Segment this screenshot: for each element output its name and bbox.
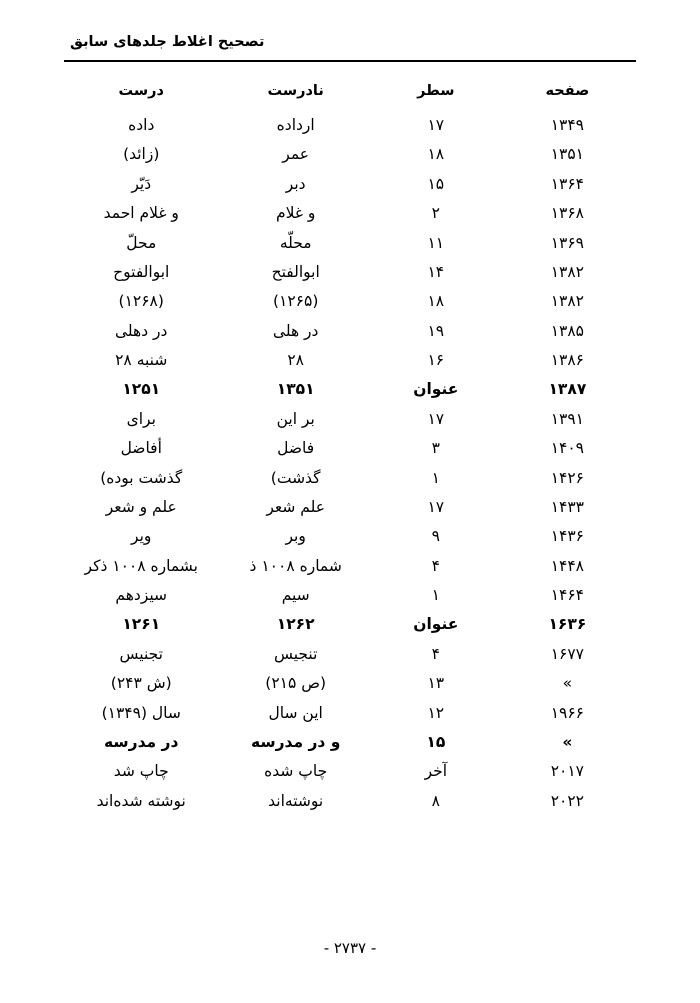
table-row <box>64 317 636 346</box>
page-number: - ۲۷۳۷ - <box>323 939 377 957</box>
cell-right: (۱۲۶۸) <box>118 292 164 311</box>
cell-line: ۴ <box>431 556 440 575</box>
cell-right: تجنیس <box>119 644 163 663</box>
table-row <box>64 699 636 728</box>
cell-line: عنوان <box>413 615 459 634</box>
table-header <box>64 76 636 111</box>
cell-wrong: این سال <box>268 703 323 722</box>
table-row <box>64 610 636 639</box>
column-header-right: درست <box>118 83 164 99</box>
cell-line: ۲ <box>431 204 440 223</box>
column-header-line: سطر <box>417 83 455 99</box>
cell-line: ۱۴ <box>427 262 445 281</box>
table-row <box>64 464 636 493</box>
cell-page: ۱۳۸۷ <box>548 380 587 399</box>
table-row <box>64 434 636 463</box>
cell-right: و غلام احمد <box>103 204 179 223</box>
cell-wrong: و غلام <box>276 204 316 223</box>
cell-page: ۱۳۶۴ <box>550 174 585 193</box>
cell-right: (ش ۲۴۳) <box>110 674 172 693</box>
cell-line: ۸ <box>431 791 440 810</box>
cell-wrong: چاپ شده <box>264 762 328 781</box>
cell-line: ۱۶ <box>427 351 445 369</box>
cell-page: ۱۶۳۶ <box>548 615 587 634</box>
cell-right: شنبه ۲۸ <box>115 351 168 369</box>
cell-wrong: سیم <box>281 586 310 604</box>
cell-page: ۱۴۶۴ <box>550 586 585 604</box>
cell-wrong: تنجیس <box>273 644 318 663</box>
cell-page: ۱۳۸۲ <box>550 262 585 281</box>
cell-wrong: و در مدرسه <box>250 732 341 751</box>
table-row <box>64 669 636 698</box>
table-row <box>64 728 636 757</box>
cell-page: ۲۰۱۷ <box>550 762 585 781</box>
cell-wrong: ۱۳۵۱ <box>276 380 315 399</box>
cell-line: ۱۷ <box>427 409 445 428</box>
cell-wrong: شماره ۱۰۰۸ ذ <box>249 556 342 575</box>
cell-page: ۱۳۸۶ <box>550 351 585 369</box>
cell-line: عنوان <box>413 380 459 399</box>
table-row <box>64 522 636 551</box>
cell-page: » <box>562 732 573 751</box>
cell-line: ۱۵ <box>427 174 445 193</box>
cell-wrong: علم شعر <box>266 497 325 516</box>
cell-line: ۱ <box>431 468 440 487</box>
table-row <box>64 581 636 610</box>
cell-line: ۹ <box>431 527 440 546</box>
cell-wrong: (ص ۲۱۵) <box>265 674 327 693</box>
cell-page: ۱۴۳۶ <box>550 527 585 546</box>
cell-right: أفاضل <box>120 439 162 458</box>
cell-page: ۱۳۸۵ <box>550 321 585 340</box>
cell-right: گذشت بوده) <box>100 468 183 487</box>
cell-page: ۱۳۵۱ <box>550 145 585 164</box>
table-row <box>64 787 636 816</box>
table-body <box>64 111 636 816</box>
cell-page: ۱۴۲۶ <box>550 468 585 487</box>
cell-wrong: نوشته‌اند <box>268 791 324 810</box>
cell-line: ۳ <box>431 439 440 458</box>
table-row <box>64 258 636 287</box>
cell-right: (زائد) <box>123 145 160 164</box>
cell-right: محلّ <box>126 233 157 252</box>
header-rule <box>64 60 636 62</box>
page-header: تصحیح اغلاط جلدهای سابق <box>70 34 265 50</box>
cell-wrong: فاضل <box>277 439 315 458</box>
cell-line: ۱۷ <box>427 116 445 134</box>
cell-wrong: گذشت) <box>270 468 321 487</box>
cell-wrong: در هلی <box>272 321 319 340</box>
table-header-row <box>64 76 636 111</box>
cell-page: ۱۳۶۹ <box>550 233 585 252</box>
cell-line: ۱۸ <box>427 292 445 311</box>
cell-right: سیزدهم <box>115 586 168 604</box>
table-row <box>64 375 636 404</box>
table-row <box>64 170 636 199</box>
cell-page: ۱۴۴۸ <box>550 556 585 575</box>
cell-wrong: وبر <box>285 527 306 546</box>
cell-right: در دهلی <box>115 321 168 340</box>
cell-right: چاپ شد <box>113 762 169 781</box>
cell-page: ۱۳۶۸ <box>550 204 585 223</box>
cell-line: ۱۳ <box>427 674 445 693</box>
cell-right: ۱۲۵۱ <box>122 380 161 399</box>
errata-table <box>64 76 636 816</box>
cell-right: ابوالفتوح <box>113 262 170 281</box>
cell-page: ۱۴۰۹ <box>550 439 585 458</box>
cell-right: داده <box>128 116 155 134</box>
cell-right: سال (۱۳۴۹) <box>101 703 181 722</box>
cell-right: ۱۲۶۱ <box>122 615 161 634</box>
table-row <box>64 552 636 581</box>
cell-right: بشماره ۱۰۰۸ ذکر <box>84 556 198 575</box>
cell-wrong: ارداده <box>276 116 315 134</box>
table-row <box>64 229 636 258</box>
cell-line: ۴ <box>431 644 440 663</box>
cell-right: ویر <box>131 527 152 546</box>
cell-page: » <box>562 674 573 693</box>
cell-wrong: ابوالفتح <box>271 262 320 281</box>
cell-page: ۱۹۶۶ <box>550 703 585 722</box>
cell-page: ۱۳۸۲ <box>550 292 585 311</box>
table-row <box>64 405 636 434</box>
table-row <box>64 346 636 375</box>
cell-wrong: بر این <box>276 409 315 428</box>
cell-wrong: دبر <box>285 174 306 193</box>
cell-page: ۱۳۴۹ <box>550 116 585 134</box>
cell-line: ۱۷ <box>427 497 445 516</box>
table-row <box>64 640 636 669</box>
table-row <box>64 287 636 316</box>
cell-line: ۱۸ <box>427 145 445 164</box>
column-header-wrong: نادرست <box>267 83 324 99</box>
cell-wrong: عمر <box>282 145 310 164</box>
cell-line: ۱ <box>431 586 440 604</box>
cell-line: ۱۱ <box>427 233 445 252</box>
cell-wrong: ۱۲۶۲ <box>276 615 315 634</box>
cell-page: ۱۴۳۳ <box>550 497 585 516</box>
table-row <box>64 140 636 169</box>
cell-wrong: ۲۸ <box>287 351 305 369</box>
cell-page: ۲۰۲۲ <box>550 791 585 810</box>
cell-right: نوشته شده‌اند <box>96 791 186 810</box>
cell-line: آخر <box>424 762 448 781</box>
cell-line: ۱۵ <box>426 732 446 751</box>
cell-wrong: (۱۲۶۵) <box>272 292 319 311</box>
column-header-page: صفحه <box>545 83 590 99</box>
cell-page: ۱۳۹۱ <box>550 409 585 428</box>
cell-wrong: محلّه <box>279 233 312 252</box>
cell-right: علم و شعر <box>105 497 177 516</box>
table-row <box>64 111 636 140</box>
table-row <box>64 199 636 228</box>
cell-right: دَیّر <box>131 174 152 193</box>
cell-page: ۱۶۷۷ <box>550 644 585 663</box>
table-row <box>64 757 636 786</box>
cell-line: ۱۲ <box>427 703 445 722</box>
cell-right: در مدرسه <box>104 732 179 751</box>
table-row <box>64 493 636 522</box>
cell-right: برای <box>126 409 156 428</box>
cell-line: ۱۹ <box>427 321 445 340</box>
